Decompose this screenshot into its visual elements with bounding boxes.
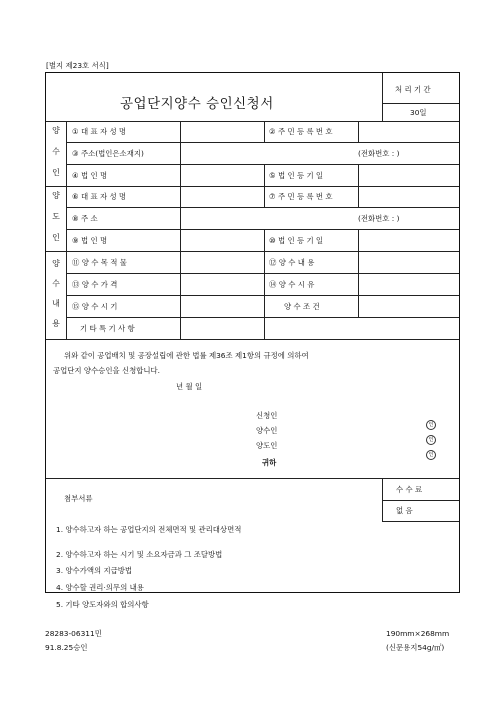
label-transfer-object: ⑪ 양 수 목 적 물	[72, 258, 127, 267]
form-number: [별지 제23호 서식]	[46, 61, 109, 70]
label-other-notes: 기 타 특 기 사 항	[80, 324, 135, 333]
label-assignor-resident-no: ② 주 민 등 록 번 호	[269, 127, 333, 136]
form-title: 공업단지양수 승인신청서	[120, 96, 274, 112]
assignor-signature-label: 양수인	[256, 426, 278, 435]
input-assignor-corp-name[interactable]	[181, 165, 263, 185]
section-char: 양	[52, 126, 60, 135]
section-char: 내	[52, 299, 60, 308]
fee-value: 없 음	[396, 506, 413, 515]
processing-period-label: 처 리 기 간	[395, 85, 431, 94]
input-assignor-address[interactable]	[181, 143, 356, 163]
input-assignor-resident-no[interactable]	[359, 122, 458, 142]
label-assignor-rep-name: ① 대 표 자 성 명	[72, 127, 127, 136]
section-char: 용	[52, 319, 60, 328]
declaration-date: 년 월 일	[176, 382, 203, 391]
seal-icon: 인	[426, 435, 436, 445]
label-assignee-corp-name: ⑨ 법 인 명	[72, 236, 108, 245]
input-assignee-address[interactable]	[181, 208, 356, 228]
label-assignee-address: ⑧ 주 소	[72, 214, 98, 223]
input-transfer-content[interactable]	[359, 252, 458, 272]
declaration-line-2: 공업단지 양수승인을 신청합니다.	[53, 366, 161, 375]
label-transfer-content: ⑫ 양 수 내 용	[269, 258, 315, 267]
label-transfer-conditions: 양 수 조 건	[284, 302, 320, 311]
input-assignor-rep-name[interactable]	[181, 122, 263, 142]
footer-size: 190mm×268mm	[386, 629, 450, 638]
attachment-item-5: 5. 기타 양도자와의 합의사항	[56, 600, 149, 609]
input-other-notes[interactable]	[181, 318, 263, 338]
section-char: 인	[52, 233, 60, 242]
footer-code: 28283-06311민	[45, 629, 102, 638]
section-char: 양	[52, 259, 60, 268]
label-assignee-rep-name: ⑥ 대 표 자 성 명	[72, 192, 127, 201]
assignee-signature-label: 양도인	[256, 441, 278, 450]
input-transfer-conditions[interactable]	[265, 318, 458, 338]
recipient-label: 귀하	[262, 458, 277, 467]
fee-label: 수 수 료	[396, 485, 423, 494]
footer-approval: 91.8.25승인	[45, 643, 88, 652]
label-assignor-phone: (전화번호 : )	[358, 149, 400, 158]
footer-paper: (신문용지54g/㎡)	[386, 643, 445, 652]
input-assignee-rep-name[interactable]	[181, 187, 263, 207]
section-assignor	[49, 127, 63, 177]
label-assignor-corp-name: ④ 법 인 명	[72, 171, 108, 180]
label-assignee-corp-reg-date: ⑩ 법 인 등 기 일	[269, 236, 324, 245]
input-assignor-corp-reg-date[interactable]	[359, 165, 458, 185]
input-transfer-price[interactable]	[181, 274, 263, 294]
section-char: 도	[52, 212, 60, 221]
label-assignor-address: ③ 주소(법인은소재지)	[72, 149, 144, 158]
declaration-line-1: 위와 같이 공업배치 및 공장설립에 관한 법률 제36조 제1항의 규정에 의하여	[64, 351, 309, 360]
attachment-item-3: 3. 양수가액의 지급방법	[56, 566, 133, 575]
section-char: 양	[52, 191, 60, 200]
processing-period-value: 30일	[410, 108, 427, 117]
label-assignee-phone: (전화번호 : )	[358, 214, 400, 223]
label-transfer-price: ⑬ 양 수 가 격	[72, 280, 118, 289]
section-assignee	[49, 192, 63, 242]
input-transfer-time[interactable]	[181, 296, 263, 316]
attachment-item-1: 1. 양수하고자 하는 공업단지의 전체면적 및 관리대상면적	[56, 525, 242, 534]
label-transfer-reason: ⑭ 양 수 시 유	[269, 280, 315, 289]
input-assignee-corp-name[interactable]	[181, 230, 263, 250]
attachment-item-4: 4. 양수할 권리·의무의 내용	[56, 583, 144, 592]
section-transfer	[49, 260, 63, 328]
seal-mark-assignee	[426, 441, 436, 460]
label-assignor-corp-reg-date: ⑤ 법 인 등 기 일	[269, 171, 324, 180]
seal-icon: 인	[426, 450, 436, 460]
section-char: 수	[52, 279, 60, 288]
input-transfer-reason[interactable]	[359, 274, 458, 294]
attachments-title: 첨부서류	[64, 494, 93, 503]
attachment-item-2: 2. 양수하고자 하는 시기 및 소요자금과 그 조달방법	[56, 550, 223, 559]
applicant-label: 신청인	[256, 411, 278, 420]
input-transfer-object[interactable]	[181, 252, 263, 272]
seal-icon: 인	[426, 420, 436, 430]
label-assignee-resident-no: ⑦ 주 민 등 록 번 호	[269, 192, 333, 201]
section-char: 수	[52, 147, 60, 156]
input-assignee-corp-reg-date[interactable]	[359, 230, 458, 250]
label-transfer-time: ⑮ 양 수 시 기	[72, 302, 118, 311]
section-char: 인	[52, 168, 60, 177]
input-assignee-resident-no[interactable]	[359, 187, 458, 207]
